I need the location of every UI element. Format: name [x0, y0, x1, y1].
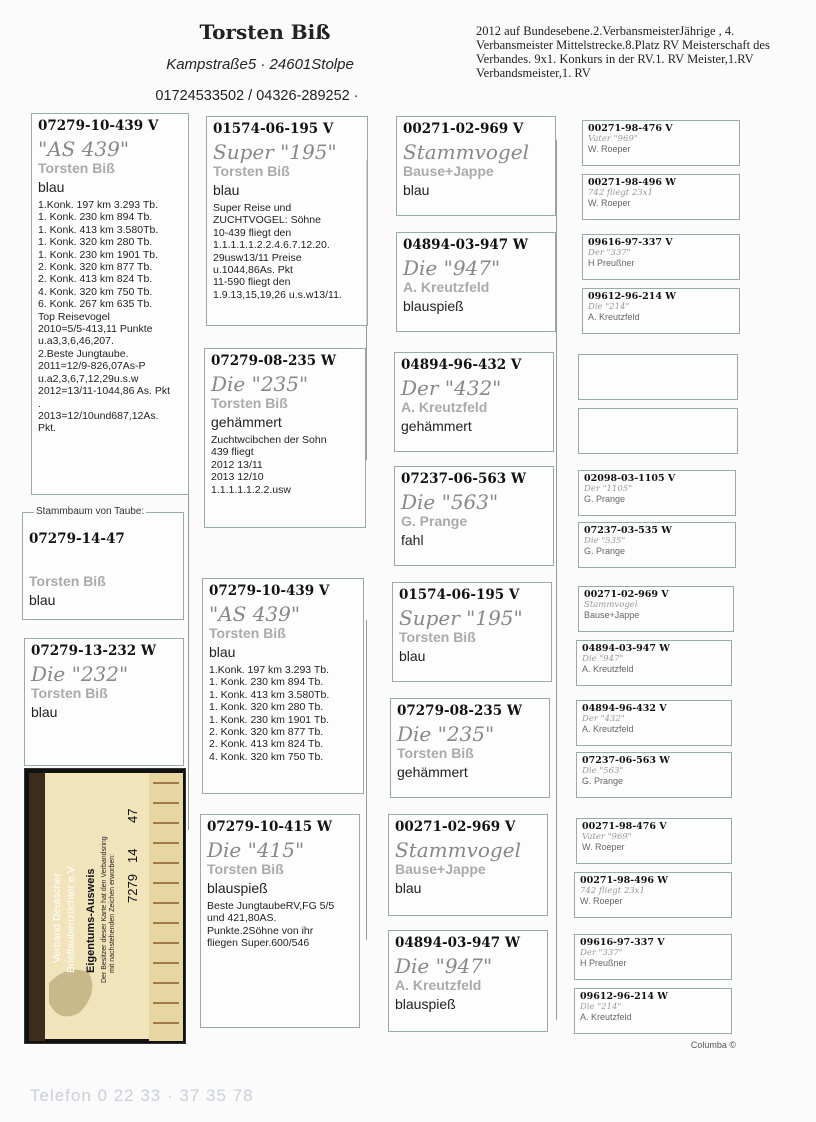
ggp-nick: Die "563" [582, 766, 624, 776]
father-color: blau [213, 182, 240, 198]
ggp-breeder: A. Kreutzfeld [580, 1012, 632, 1022]
pigeon-ring: 07279-10-439 V [209, 583, 330, 599]
grandparent-breeder: Torsten Biß [399, 629, 476, 645]
great-grandparent-card [578, 522, 736, 568]
ggp-ring: 09616-97-337 V [588, 237, 673, 248]
card-year: 14 [125, 848, 140, 863]
grandparent-nick: Die "235" [397, 722, 495, 746]
ggp-nick: Der "432" [582, 714, 625, 724]
grandparent-breeder: A. Kreutzfeld [401, 399, 488, 415]
card-number: 7279 [125, 874, 140, 903]
mother-ring: 07279-08-235 W [211, 353, 337, 369]
ggp-nick: 742 fliegt 23x1 [588, 188, 653, 198]
great-grandparent-card [578, 470, 736, 516]
grandparent-color: gehämmert [397, 764, 468, 780]
grandparent-breeder: Bause+Jappe [395, 861, 486, 877]
sibling-color: blau [31, 704, 58, 720]
ggp-breeder: G. Prange [584, 494, 626, 504]
pigeon-color: blau [209, 644, 236, 660]
grandparent-color: blau [399, 648, 426, 664]
ggp-nick: Die "535" [584, 536, 626, 546]
sibling-ring: 07279-13-232 W [31, 643, 157, 659]
father-ring: 01574-06-195 V [213, 121, 334, 137]
ggp-breeder: A. Kreutzfeld [582, 664, 634, 674]
footer-phone: Telefon 0 22 33 · 37 35 78 [30, 1086, 254, 1105]
ggp-nick: 742 fliegt 23x1 [580, 886, 645, 896]
grandparent-ring: 01574-06-195 V [399, 587, 520, 603]
card-org-2: Brieftaubenzüchter e.V. [65, 864, 77, 973]
ggp-ring: 00271-98-496 W [580, 875, 668, 886]
ggp-ring: 04894-03-947 W [582, 643, 670, 654]
pigeon-ring: 07279-10-439 V [38, 118, 159, 134]
mother-ring: 07279-10-415 W [207, 819, 333, 835]
great-grandparent-card [576, 700, 732, 746]
grandparent-ring: 04894-96-432 V [401, 357, 522, 373]
great-grandparent-card [578, 354, 738, 400]
grandparent-breeder: Bause+Jappe [403, 163, 494, 179]
grandparent-card [396, 232, 556, 332]
ggp-breeder: H Preußner [588, 258, 635, 268]
grandparent-color: blauspieß [403, 298, 464, 314]
grandparent-card [394, 466, 554, 566]
grandparent-card [388, 930, 548, 1032]
ggp-ring: 07237-06-563 W [582, 755, 670, 766]
sibling-breeder: Torsten Biß [31, 685, 108, 701]
great-grandparent-card [582, 288, 740, 334]
ggp-nick: Die "947" [582, 654, 624, 664]
mother-notes: Beste JungtaubeRV,FG 5/5 und 421,80AS. Punkte.2Söhne von ihr fliegen Super.600/546 [207, 900, 335, 950]
ggp-breeder: H Preußner [580, 958, 627, 968]
great-grandparent-card [574, 934, 732, 980]
grandparent-nick: Stammvogel [403, 140, 529, 164]
great-grandparent-card [574, 872, 732, 918]
ggp-ring: 09612-96-214 W [580, 991, 668, 1002]
mother-nick: Die "235" [211, 372, 309, 396]
pigeon-color: blau [38, 179, 65, 195]
father-notes: Super Reise und ZUCHTVOGEL: Söhne 10-439 fliegt den 1.1.1.1.1.2.2.4.6.7.12.20. 29usw13/11 Preise u.1044,86As. Pkt 11-590 fliegt den 1.9.13,15,19,26 u.s.w13/11. [213, 202, 342, 301]
ggp-breeder: Bause+Jappe [584, 610, 640, 620]
grandparent-ring: 07237-06-563 W [401, 471, 527, 487]
grandparent-nick: Stammvogel [395, 838, 521, 862]
mother-color: gehämmert [211, 414, 282, 430]
grandparent-card [396, 116, 556, 216]
grandparent-nick: Super "195" [399, 606, 523, 630]
pigeon-nick: "AS 439" [209, 602, 301, 626]
stammbaum-label: Stammbaum von Taube: [36, 506, 145, 517]
sibling-card [24, 638, 184, 766]
ownership-card [24, 768, 186, 1044]
grandparent-nick: Die "563" [401, 490, 499, 514]
ggp-ring: 09612-96-214 W [588, 291, 676, 302]
sibling-card [22, 512, 184, 620]
grandparent-ring: 00271-02-969 V [395, 819, 516, 835]
connector-line [366, 620, 367, 940]
pigeon-logo-icon [49, 970, 92, 1017]
breeder-phone: 01724533502 / 04326-289252 · [155, 88, 359, 104]
pigeon-breeder: Torsten Biß [38, 160, 115, 176]
mother-breeder: Torsten Biß [207, 861, 284, 877]
grandparent-color: blauspieß [395, 996, 456, 1012]
achievement-note: 2012 auf Bundesebene.2.VerbansmeisterJährige , 4. Verbansmeister Mittelstrecke.8.Platz RV Meisterschaft des Verbandes. 9x1. Konkurs in der RV.1. RV Meister,1.RV Verbandsmeister,1. RV [476, 24, 770, 80]
pigeon-notes: 1.Konk. 197 km 3.293 Tb. 1. Konk. 230 km 894 Tb. 1. Konk. 413 km 3.580Tb. 1. Konk. 320 km 280 Tb. 1. Konk. 230 km 1901 Tb. 2. Konk. 320 km 877 Tb. 2. Konk. 413 km 824 Tb. 4. Konk. 320 km 750 Tb. 6. Konk. 267 km 635 Tb. Top Reisevogel 2010=5/5-413,11 Punkte u.a3,3,6,46,207. 2.Beste Jungtaube. 2011=12/9-826,07As-P u.a2,3,6,7,12,29u.s.w 2012=13/11-1044,86 As. Pkt . 2013=12/10und687,12As. Pkt. [38, 199, 171, 435]
pigeon-notes: 1.Konk. 197 km 3.293 Tb. 1. Konk. 230 km 894 Tb. 1. Konk. 413 km 3.580Tb. 1. Konk. 320 km 280 Tb. 1. Konk. 230 km 1901 Tb. 2. Konk. 320 km 877 Tb. 2. Konk. 413 km 824 Tb. 4. Konk. 320 km 750 Tb. [209, 664, 330, 763]
grandparent-breeder: A. Kreutzfeld [403, 279, 490, 295]
breeder-address: Kampstraße5 · 24601Stolpe [166, 56, 354, 73]
grandparent-card [388, 814, 548, 916]
great-grandparent-card [578, 586, 734, 632]
ggp-nick: Der "337" [580, 948, 623, 958]
ggp-nick: Vater "969" [588, 134, 638, 144]
grandparent-ring: 07279-08-235 W [397, 703, 523, 719]
ownership-card-body [29, 773, 181, 1039]
grandparent-color: gehämmert [401, 418, 472, 434]
card-text-1: Der Besitzer dieser Karte hat den Verbandsring [101, 836, 108, 983]
grandparent-color: blau [403, 182, 430, 198]
ggp-ring: 00271-98-476 V [582, 821, 667, 832]
grandparent-nick: Die "947" [395, 954, 493, 978]
ggp-nick: Die "214" [580, 1002, 622, 1012]
mother-color: blauspieß [207, 880, 268, 896]
pigeon-breeder: Torsten Biß [209, 625, 286, 641]
breeder-name: Torsten Biß [199, 20, 331, 44]
great-grandparent-card [576, 752, 732, 798]
grandparent-card [390, 698, 550, 798]
grandparent-ring: 04894-03-947 W [403, 237, 529, 253]
great-grandparent-card [574, 988, 732, 1034]
ggp-breeder: A. Kreutzfeld [582, 724, 634, 734]
ggp-ring: 02098-03-1105 V [584, 473, 676, 484]
father-breeder: Torsten Biß [213, 163, 290, 179]
great-grandparent-card [576, 818, 732, 864]
great-grandparent-card [576, 640, 732, 686]
mother-notes: Zuchtwcibchen der Sohn 439 fliegt 2012 13/11 2013 12/10 1.1.1.1.1.2.2.usw [211, 434, 327, 496]
sibling-color: blau [29, 592, 56, 608]
ggp-breeder: G. Prange [584, 546, 626, 556]
ggp-breeder: W. Roeper [588, 144, 631, 154]
ggp-breeder: W. Roeper [588, 198, 631, 208]
mother-card [200, 814, 360, 1028]
great-grandparent-card [582, 174, 740, 220]
ggp-ring: 09616-97-337 V [580, 937, 665, 948]
grandparent-card [394, 352, 554, 452]
grandparent-breeder: Torsten Biß [397, 745, 474, 761]
ggp-nick: Stammvogel [584, 600, 638, 610]
ggp-ring: 04894-96-432 V [582, 703, 667, 714]
grandparent-nick: Der "432" [401, 376, 502, 400]
ggp-nick: Die "214" [588, 302, 630, 312]
mother-breeder: Torsten Biß [211, 395, 288, 411]
grandparent-ring: 04894-03-947 W [395, 935, 521, 951]
ggp-breeder: A. Kreutzfeld [588, 312, 640, 322]
grandparent-color: fahl [401, 532, 424, 548]
great-grandparent-card [582, 120, 740, 166]
pigeon-card [31, 113, 189, 495]
pigeon-nick: "AS 439" [38, 137, 130, 161]
grandparent-nick: Die "947" [403, 256, 501, 280]
sibling-breeder: Torsten Biß [29, 573, 106, 589]
ggp-nick: Der "337" [588, 248, 631, 258]
great-grandparent-card [578, 408, 738, 454]
card-title: Eigentums-Ausweis [85, 868, 97, 973]
mother-nick: Die "415" [207, 838, 305, 862]
ggp-nick: Der "1105" [584, 484, 633, 494]
card-ring-number: 47 [125, 808, 140, 823]
ggp-ring: 00271-98-496 W [588, 177, 676, 188]
footer-brand: Columba © [690, 1040, 736, 1050]
ggp-breeder: G. Prange [582, 776, 624, 786]
ggp-breeder: W. Roeper [580, 896, 623, 906]
connector-line [556, 140, 557, 1020]
grandparent-ring: 00271-02-969 V [403, 121, 524, 137]
grandparent-card [392, 582, 552, 682]
sibling-nick: Die "232" [31, 662, 129, 686]
ggp-ring: 07237-03-535 W [584, 525, 672, 536]
ggp-nick: Vater "969" [582, 832, 632, 842]
sibling-ring: 07279-14-47 [29, 531, 125, 547]
father-card [206, 116, 368, 326]
ggp-breeder: W. Roeper [582, 842, 625, 852]
pigeon-card [202, 578, 364, 794]
father-nick: Super "195" [213, 140, 337, 164]
grandparent-breeder: G. Prange [401, 513, 468, 529]
mother-card [204, 348, 366, 528]
great-grandparent-card [582, 234, 740, 280]
card-org-1: Verband Deutscher [51, 873, 63, 963]
ggp-ring: 00271-98-476 V [588, 123, 673, 134]
card-text-2: mit nachstehenden Zeichen erworben: [109, 853, 116, 973]
grandparent-color: blau [395, 880, 422, 896]
ggp-ring: 00271-02-969 V [584, 589, 669, 600]
grandparent-breeder: A. Kreutzfeld [395, 977, 482, 993]
